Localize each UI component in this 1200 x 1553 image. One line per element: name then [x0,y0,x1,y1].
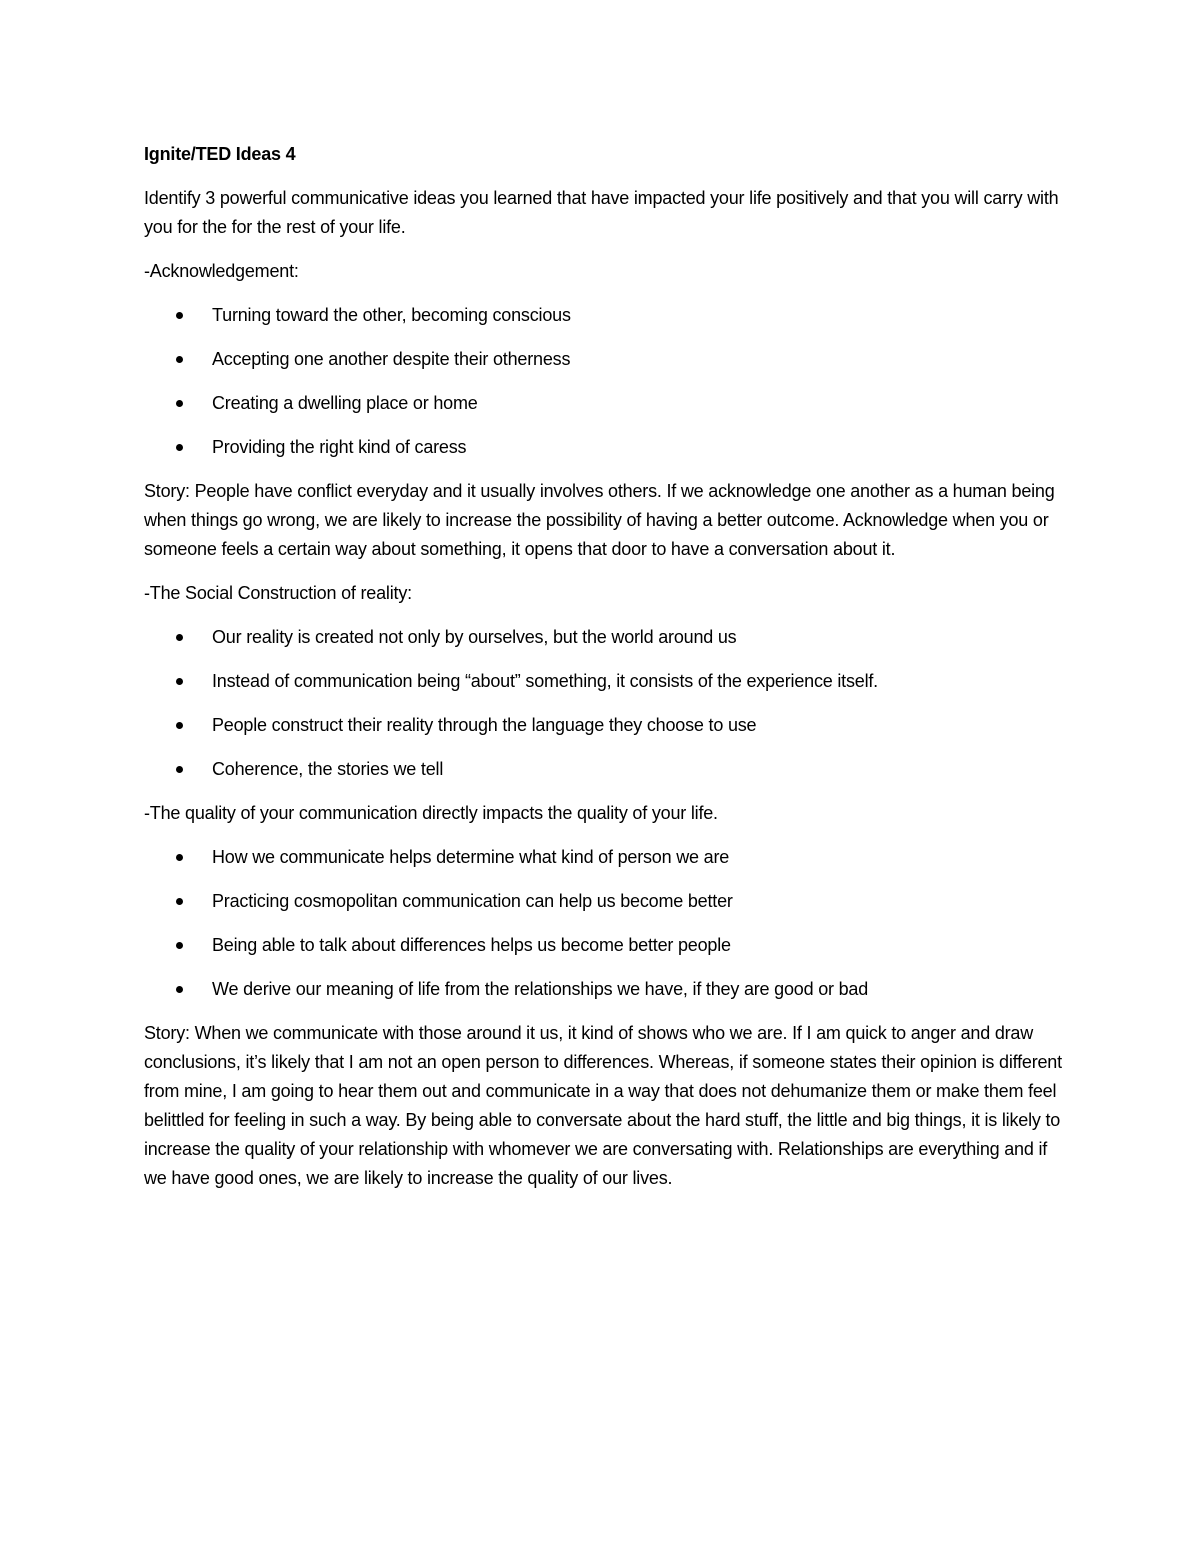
list-item [144,301,1064,330]
bullet-list-communication-quality [144,843,1064,1004]
list-item [144,711,1064,740]
section-heading-social-construction: -The Social Construction of reality: [144,583,412,603]
bullet-icon [176,444,183,451]
bullet-icon [176,766,183,773]
list-item [144,975,1064,1004]
bullet-icon [176,678,183,685]
list-item-text: Being able to talk about differences helps us become better people [212,935,731,955]
section-heading-acknowledgement: -Acknowledgement: [144,261,299,281]
list-item-text: Coherence, the stories we tell [212,759,444,779]
list-item-text: Our reality is created not only by ourselves, but the world around us [212,627,737,647]
story-paragraph-acknowledgement: Story: People have conflict everyday and it usually involves others. If we acknowledge one another as a human being when things go wrong, we are likely to increase the possibility of having a better outcome. Acknowledge when you or someone feels a certain way about something, it opens that door to have a conversation about it. [144,481,1055,559]
list-item [144,667,1064,696]
bullet-icon [176,986,183,993]
list-item-text: Turning toward the other, becoming conscious [212,305,571,325]
bullet-list-social-construction [144,623,1064,784]
list-item [144,755,1064,784]
list-item [144,843,1064,872]
bullet-list-acknowledgement [144,301,1064,462]
bullet-icon [176,400,183,407]
bullet-icon [176,312,183,319]
list-item-text: Accepting one another despite their otherness [212,349,571,369]
list-item [144,931,1064,960]
story-paragraph-communication-quality: Story: When we communicate with those around it us, it kind of shows who we are. If I am quick to anger and draw conclusions, it’s likely that I am not an open person to differences. Whereas, if someone states their opinion is different from mine, I am going to hear them out and communicate in a way that does not dehumanize them or make them feel belittled for feeling in such a way. By being able to conversate about the hard stuff, the little and big things, it is likely to increase the quality of your relationship with whomever we are conversating with. Relationships are everything and if we have good ones, we are likely to increase the quality of our lives. [144,1023,1062,1188]
bullet-icon [176,854,183,861]
list-item [144,433,1064,462]
document-body [144,140,1064,1208]
list-item [144,345,1064,374]
list-item-text: Practicing cosmopolitan communication can help us become better [212,891,733,911]
section-heading-communication-quality: -The quality of your communication directly impacts the quality of your life. [144,803,718,823]
list-item-text: People construct their reality through the language they choose to use [212,715,757,735]
bullet-icon [176,898,183,905]
bullet-icon [176,634,183,641]
list-item-text: Instead of communication being “about” something, it consists of the experience itself. [212,671,878,691]
bullet-icon [176,722,183,729]
list-item-text: Creating a dwelling place or home [212,393,478,413]
bullet-icon [176,356,183,363]
list-item [144,623,1064,652]
list-item [144,887,1064,916]
list-item-text: We derive our meaning of life from the relationships we have, if they are good or bad [212,979,869,999]
list-item-text: How we communicate helps determine what kind of person we are [212,847,730,867]
list-item [144,389,1064,418]
prompt-paragraph: Identify 3 powerful communicative ideas you learned that have impacted your life positively and that you will carry with you for the for the rest of your life. [144,188,1059,237]
list-item-text: Providing the right kind of caress [212,437,467,457]
document-title: Ignite/TED Ideas 4 [144,144,296,164]
bullet-icon [176,942,183,949]
